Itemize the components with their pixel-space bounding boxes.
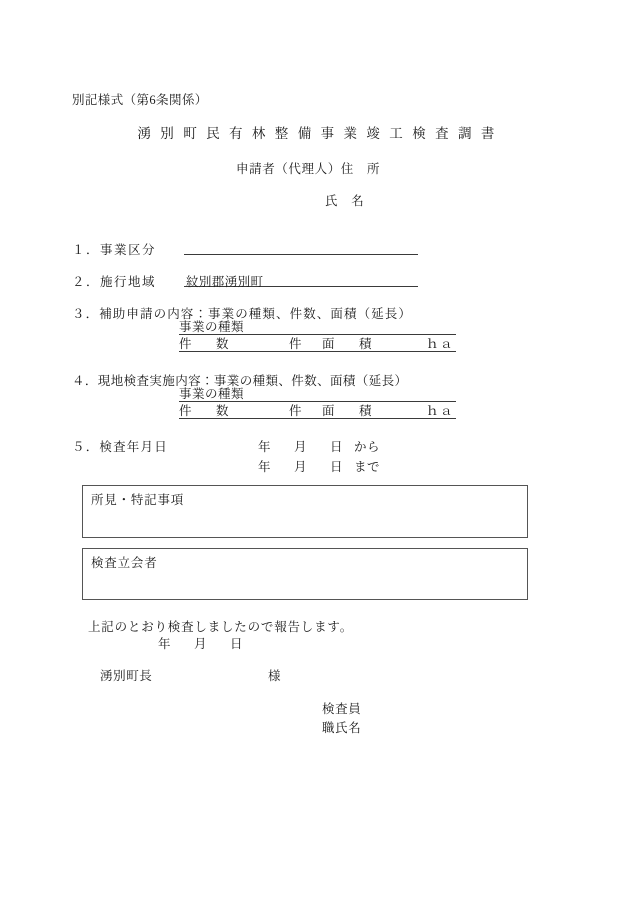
item-3-kind-row xyxy=(179,318,456,335)
item-3-label: ３．補助申請の内容：事業の種類、件数、面積（延長） xyxy=(72,307,413,321)
witness-box-label: 検査立会者 xyxy=(91,556,158,570)
applicant-name-label: 氏 名 xyxy=(325,194,365,208)
report-date-year-label: 年 xyxy=(158,637,171,651)
item-3-detail-table xyxy=(179,318,456,352)
item-3-area-unit: ｈａ xyxy=(426,337,455,351)
document-title: 湧別町民有林整備事業竣工検査調書 xyxy=(137,126,504,141)
item-2-label: ２．施行地域 xyxy=(72,275,157,289)
item-5-to-month-label: 月 xyxy=(294,460,307,474)
item-5-label: ５．検査年月日 xyxy=(72,440,168,454)
inspector-signature-block xyxy=(322,699,361,737)
report-date-day-label: 日 xyxy=(230,637,243,651)
item-5-from-month-label: 月 xyxy=(294,440,307,454)
item-3-count-label: 件 数 xyxy=(179,337,235,351)
item-4-label: ４．現地検査実施内容：事業の種類、件数、面積（延長） xyxy=(72,374,408,388)
inspector-title-name-label: 職氏名 xyxy=(322,721,362,735)
form-id-label: 別記様式（第6条関係） xyxy=(72,93,208,107)
remarks-box[interactable] xyxy=(82,485,528,538)
item-4-detail-table xyxy=(179,385,456,419)
item-5-to-year-label: 年 xyxy=(258,460,271,474)
item-2-value[interactable]: 紋別郡湧別町 xyxy=(186,275,264,289)
item-4-kind-row xyxy=(179,385,456,402)
mayor-honorific-label: 様 xyxy=(268,669,281,683)
inspector-label: 検査員 xyxy=(322,702,362,716)
remarks-box-label: 所見・特記事項 xyxy=(91,493,185,507)
witness-box[interactable] xyxy=(82,548,528,600)
item-4-count-label: 件 数 xyxy=(179,404,235,418)
item-5-to-day-label: 日 xyxy=(330,460,343,474)
item-3-area-label: 面 積 xyxy=(322,337,378,351)
item-4-count-unit: 件 xyxy=(289,404,302,418)
item-3-count-unit: 件 xyxy=(289,337,302,351)
item-3-kind-label: 事業の種類 xyxy=(179,320,245,334)
mayor-addressee-label: 湧別町長 xyxy=(100,669,153,683)
item-1-underline xyxy=(184,254,418,255)
item-5-from-suffix-label: から xyxy=(354,440,381,454)
item-4-area-unit: ｈａ xyxy=(426,404,455,418)
item-5-from-year-label: 年 xyxy=(258,440,271,454)
applicant-address-label: 申請者（代理人）住 所 xyxy=(236,162,381,176)
report-date-month-label: 月 xyxy=(194,637,207,651)
item-5-from-day-label: 日 xyxy=(330,440,343,454)
item-4-kind-label: 事業の種類 xyxy=(179,387,245,401)
item-5-to-suffix-label: まで xyxy=(354,460,381,474)
item-4-count-area-row xyxy=(179,402,456,419)
report-statement: 上記のとおり検査しましたので報告します。 xyxy=(88,620,354,634)
item-4-area-label: 面 積 xyxy=(322,404,378,418)
item-1-label: １．事業区分 xyxy=(72,243,157,257)
item-3-count-area-row xyxy=(179,335,456,352)
